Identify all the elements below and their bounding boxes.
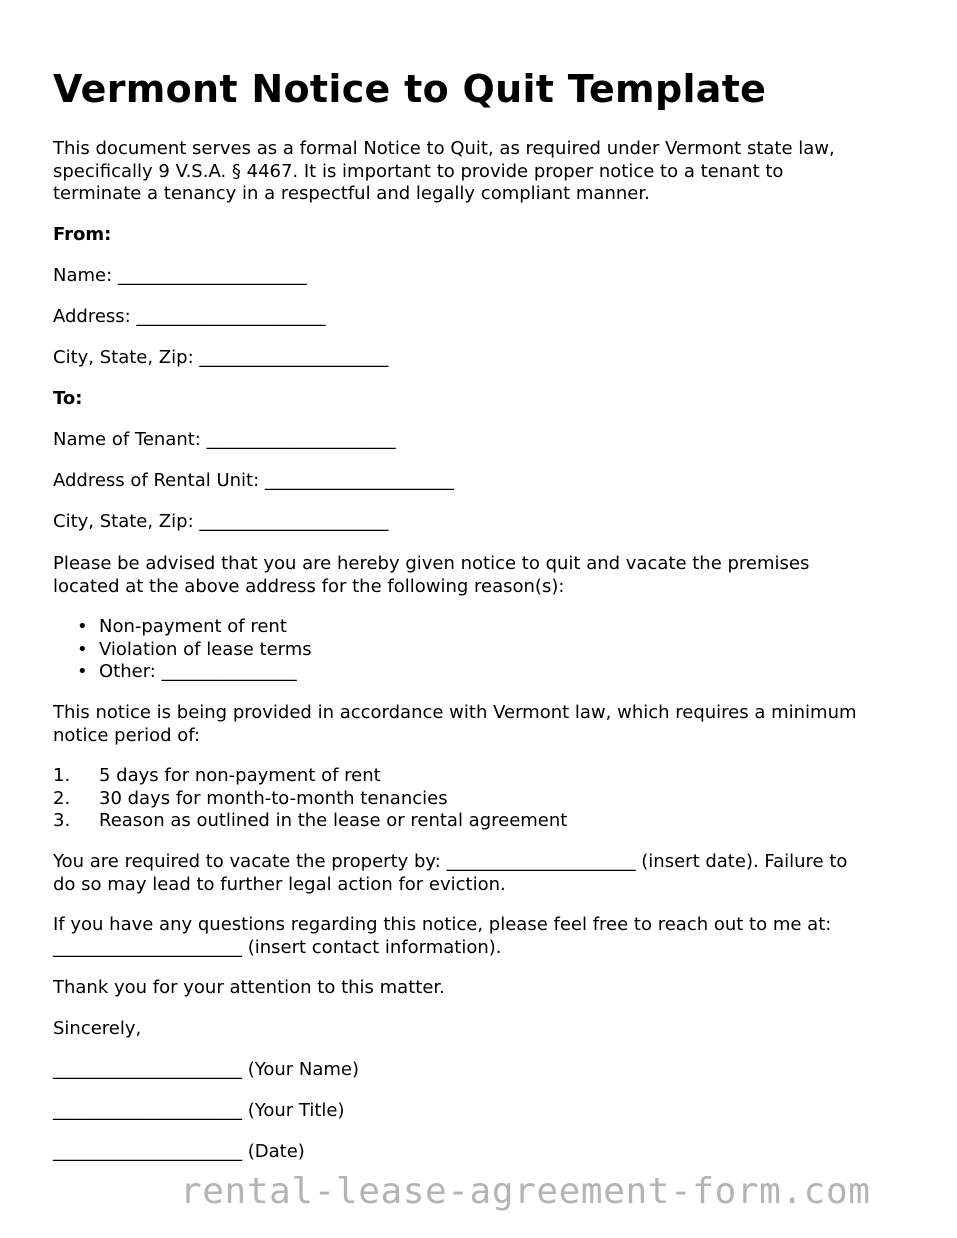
- bullet-icon: •: [77, 661, 88, 682]
- advised-line-2: located at the above address for the following reason(s):: [53, 575, 565, 597]
- intro-line-1: This document serves as a formal Notice to Quit, as required under Vermont state law,: [53, 138, 835, 159]
- law-line-2: notice period of:: [53, 724, 201, 746]
- advised-line-1: Please be advised that you are hereby given notice to quit and vacate the premises: [53, 553, 810, 574]
- thanks-text: Thank you for your attention to this matter.: [53, 977, 445, 998]
- tenant-name-field: Name of Tenant: _____________________: [53, 429, 396, 450]
- from-heading: From:: [53, 224, 112, 245]
- vacate-line-1: You are required to vacate the property by: _____________________ (insert date). Failure to: [53, 851, 848, 872]
- to-heading: To:: [53, 388, 83, 409]
- list-number: 2.: [53, 787, 71, 809]
- page-title: Vermont Notice to Quit Template: [53, 67, 767, 111]
- list-number: 1.: [53, 765, 71, 786]
- from-name-field: Name: _____________________: [53, 265, 307, 286]
- rental-address-field: Address of Rental Unit: _____________________: [53, 470, 454, 491]
- tenant-city-field: City, State, Zip: _____________________: [53, 511, 389, 532]
- signature-date-field: _____________________ (Date): [53, 1141, 305, 1162]
- bullet-icon: •: [77, 638, 88, 660]
- watermark: rental-lease-agreement-form.com: [180, 1171, 871, 1212]
- signature-title-field: _____________________ (Your Title): [53, 1100, 345, 1121]
- intro-line-2: specifically 9 V.S.A. § 4467. It is important to provide proper notice to a tenant to: [53, 160, 784, 182]
- intro-line-3: terminate a tenancy in a respectful and legally compliant manner.: [53, 183, 650, 204]
- questions-line-2: _____________________ (insert contact information).: [53, 936, 502, 958]
- list-number: 3.: [53, 810, 71, 831]
- from-address-field: Address: _____________________: [53, 306, 326, 327]
- from-city-field: City, State, Zip: _____________________: [53, 347, 389, 368]
- questions-line-1: If you have any questions regarding this notice, please feel free to reach out to me at:: [53, 914, 832, 935]
- bullet-icon: •: [77, 616, 88, 637]
- closing-text: Sincerely,: [53, 1018, 142, 1039]
- vacate-line-2: do so may lead to further legal action for eviction.: [53, 873, 506, 895]
- law-line-1: This notice is being provided in accordance with Vermont law, which requires a minimum: [53, 702, 857, 723]
- signature-name-field: _____________________ (Your Name): [53, 1059, 360, 1080]
